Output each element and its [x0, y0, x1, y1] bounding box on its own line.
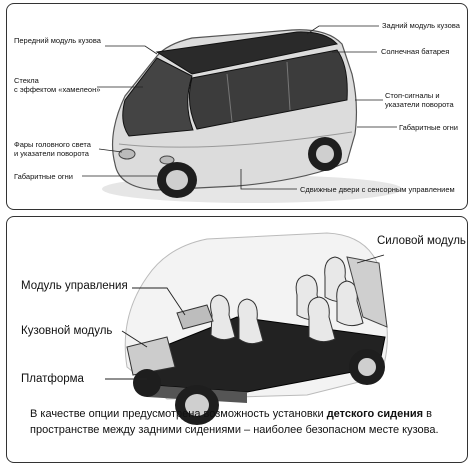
label-stop-signals: Стоп-сигналы и указатели поворота	[385, 91, 454, 109]
label-control-module: Модуль управления	[21, 280, 128, 292]
label-front-module: Передний модуль кузова	[14, 36, 101, 45]
label-headlights: Фары головного света и указатели поворота	[14, 140, 91, 158]
label-rear-module: Задний модуль кузова	[382, 21, 460, 30]
label-solar-battery: Солнечная батарея	[381, 47, 450, 56]
label-side-lights-right: Габаритные огни	[399, 123, 458, 132]
structure-diagram-panel	[6, 216, 468, 463]
label-power-module: Силовой модуль	[377, 235, 466, 247]
caption-text	[30, 406, 460, 438]
label-platform: Платформа	[21, 373, 84, 385]
label-sliding-doors: Сдвижные двери с сенсорным управлением	[300, 185, 455, 194]
caption-part2: в пространстве между задними сидениями – наиболее безопасном месте кузова.	[30, 408, 439, 436]
caption-part1: В качестве опции предусмотрена возможность установки	[30, 408, 327, 420]
exterior-diagram-panel	[6, 3, 468, 210]
label-chameleon-glass: Стекла с эффектом «хамелеон»	[14, 76, 101, 94]
label-body-module: Кузовной модуль	[21, 325, 113, 337]
caption-bold: детского сидения	[326, 408, 424, 420]
label-side-lights-left: Габаритные огни	[14, 172, 73, 181]
